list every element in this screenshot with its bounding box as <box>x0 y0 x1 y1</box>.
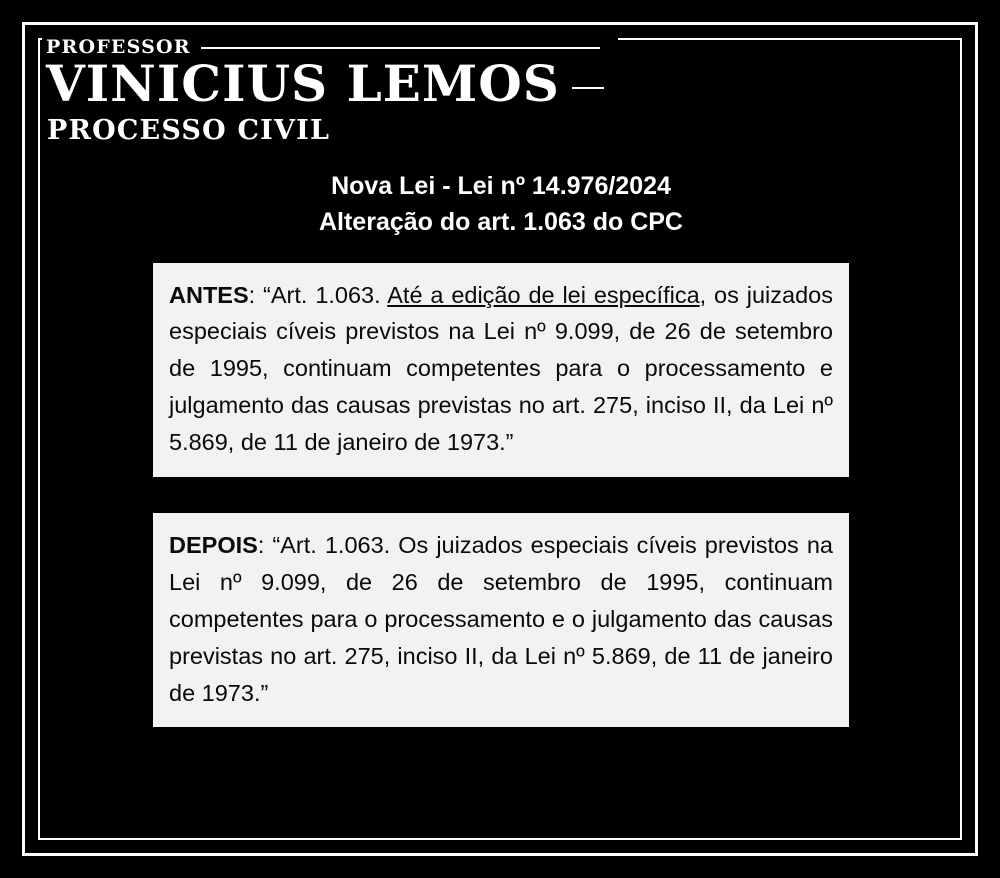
card-depois <box>153 513 849 727</box>
card-antes-label-suffix: : “Art. 1.063. <box>248 281 388 308</box>
kicker-label: PROFESSOR <box>46 36 191 58</box>
card-depois-text <box>169 527 833 711</box>
card-antes-label: ANTES <box>169 281 249 308</box>
title-line-2: Alteração do art. 1.063 do CPC <box>318 208 683 237</box>
subject-label: PROCESSO CIVIL <box>47 114 331 146</box>
card-antes-text <box>169 277 833 461</box>
title-line-1: Nova Lei - Lei nº 14.976/2024 <box>331 172 671 200</box>
card-depois-label-suffix: : <box>257 531 273 558</box>
card-depois-rest: “Art. 1.063. Os juizados especiais cíveis previstos na Lei nº 9.099, de 26 de setembro de 1995, continuam competentes para o processamento e o julgamento das causas previstas no art. 275, inciso II, da Lei nº 5.869, de 11 de janeiro de 1973.” <box>169 531 833 706</box>
kicker-rule <box>201 47 600 49</box>
content-area <box>96 168 906 763</box>
card-depois-label: DEPOIS <box>169 531 258 558</box>
card-antes <box>153 263 849 477</box>
header-block <box>42 30 618 156</box>
card-antes-underlined: Até a edição de lei específica <box>387 281 700 308</box>
professor-name: VINICIUS LEMOS <box>46 54 560 113</box>
card-antes-rest: , os juizados especiais cíveis previstos na Lei nº 9.099, de 26 de setembro de 1995, continuam competentes para o processamento e julgamento das causas previstas no art. 275, inciso II, da Lei nº 5.869, de 11 de janeiro de 1973.” <box>169 281 833 456</box>
header-name-row <box>44 54 604 113</box>
title-block <box>96 168 906 241</box>
name-rule <box>572 87 604 89</box>
